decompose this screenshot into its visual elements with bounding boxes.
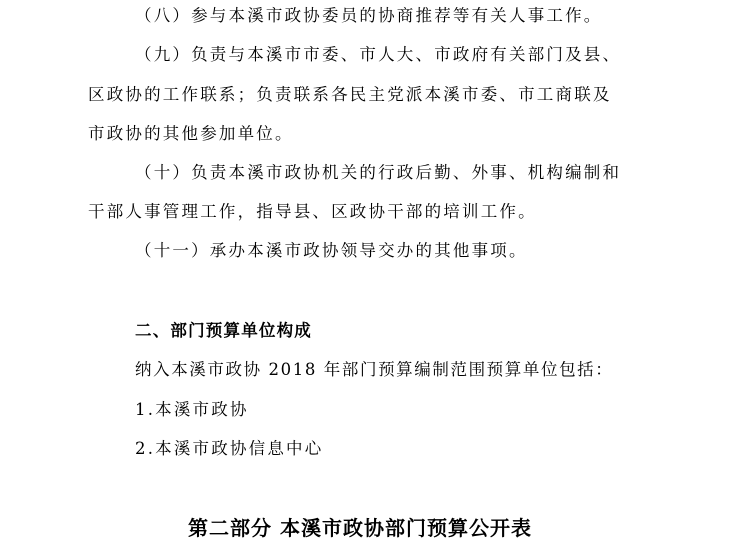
- paragraph-line-5: （十）负责本溪市政协机关的行政后勤、外事、机构编制和: [135, 163, 622, 182]
- section-heading: 二、部门预算单位构成: [135, 321, 312, 340]
- paragraph-line-3: 区政协的工作联系；负责联系各民主党派本溪市委、市工商联及: [88, 85, 612, 104]
- paragraph-line-7: （十一）承办本溪市政协领导交办的其他事项。: [135, 241, 528, 260]
- part-title: 第二部分 本溪市政协部门预算公开表: [188, 516, 532, 540]
- paragraph-line-2: （九）负责与本溪市市委、市人大、市政府有关部门及县、: [135, 45, 622, 64]
- paragraph-line-4: 市政协的其他参加单位。: [88, 124, 294, 143]
- unit-item-2: 2.本溪市政协信息中心: [135, 439, 324, 458]
- section-intro: 纳入本溪市政协 2018 年部门预算编制范围预算单位包括：: [135, 360, 614, 379]
- unit-item-1: 1.本溪市政协: [135, 400, 249, 419]
- paragraph-line-1: （八）参与本溪市政协委员的协商推荐等有关人事工作。: [135, 6, 603, 25]
- paragraph-line-6: 干部人事管理工作，指导县、区政协干部的培训工作。: [88, 202, 537, 221]
